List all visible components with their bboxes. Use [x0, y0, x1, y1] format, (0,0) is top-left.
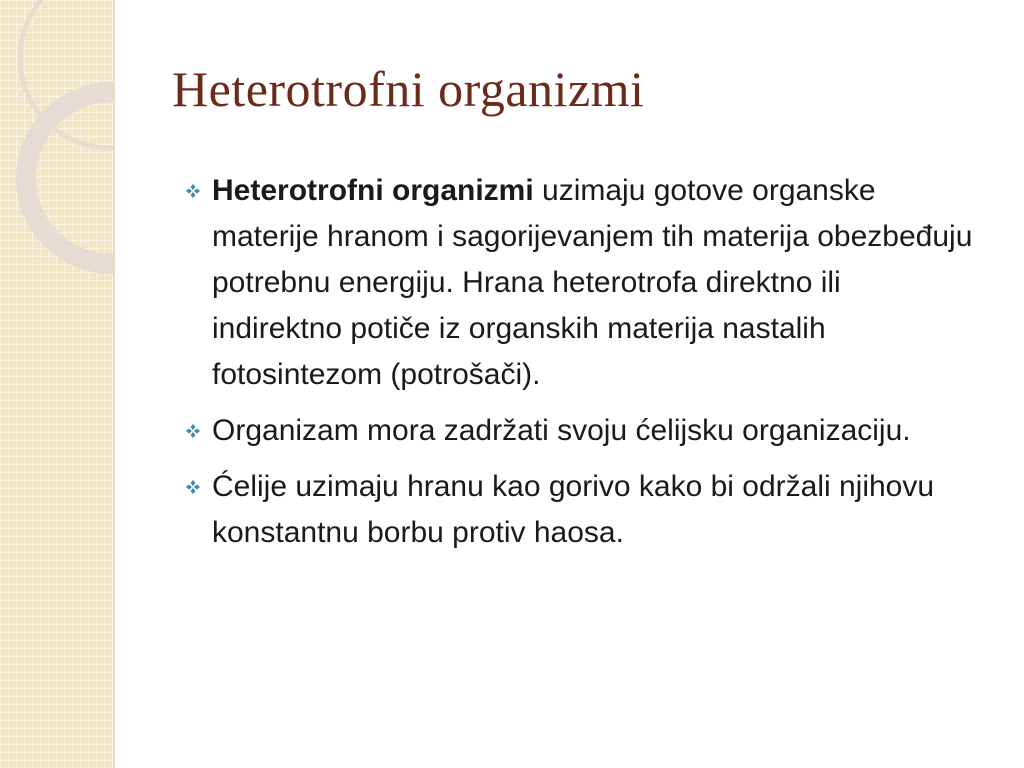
- bullet-2-text: Organizam mora zadržati svoju ćelijsku organizaciju.: [212, 414, 911, 447]
- side-strip-edge: [113, 0, 115, 768]
- four-diamond-bullet-icon: [185, 479, 201, 495]
- decorative-side-strip: [0, 0, 113, 768]
- bullet-1-text: uzimaju gotove organske materije hranom i sagorijevanjem tih materija obezbeđuju potrebnu energiju. Hrana heterotrofa direktno ili indirektno potiče iz organskih materija nastalih fotosintezom (potrošači).: [212, 174, 973, 391]
- bullet-item-1: [185, 168, 975, 398]
- slide-content: [185, 168, 975, 566]
- four-diamond-bullet-icon: [185, 183, 201, 199]
- slide-title: Heterotrofni organizmi: [172, 61, 645, 117]
- decorative-rings-icon: [0, 0, 113, 300]
- four-diamond-bullet-icon: [185, 423, 201, 439]
- bullet-3-text: Ćelije uzimaju hranu kao gorivo kako bi održali njihovu konstantnu borbu protiv haosa.: [212, 470, 935, 549]
- bullet-1-bold-term: Heterotrofni organizmi: [212, 174, 534, 207]
- bullet-item-2: [185, 408, 975, 454]
- bullet-item-3: [185, 464, 975, 556]
